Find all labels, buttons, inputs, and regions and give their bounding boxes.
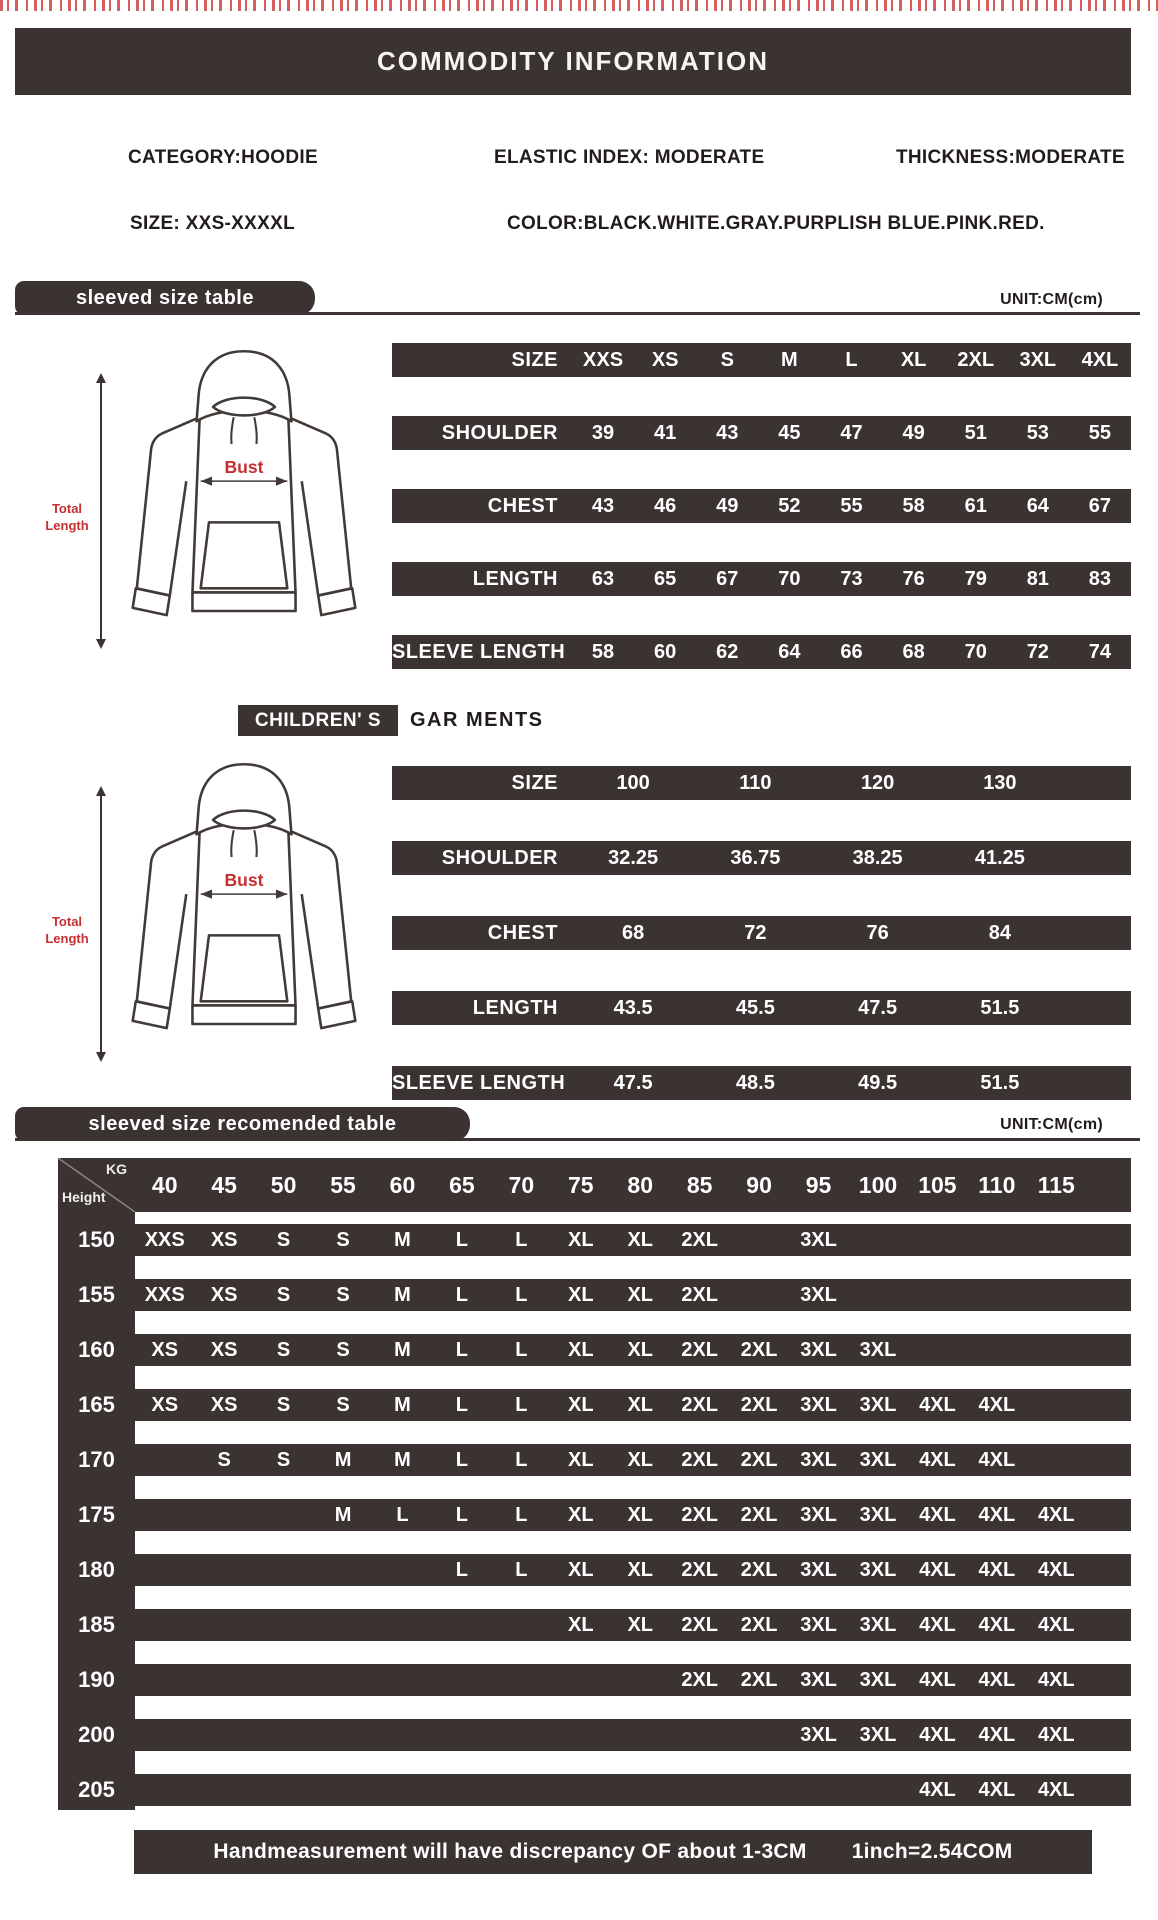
matrix-cell: M — [334, 1448, 352, 1471]
size-cell: 53 — [1026, 421, 1049, 444]
page-title: COMMODITY INFORMATION — [376, 46, 769, 76]
size-cell: L — [845, 348, 858, 371]
matrix-cell: XL — [627, 1503, 653, 1526]
matrix-cell: S — [336, 1283, 350, 1306]
matrix-row — [135, 1664, 1131, 1696]
matrix-cell: 4XL — [978, 1723, 1016, 1746]
matrix-cell: XL — [627, 1558, 653, 1581]
info-thickness: THICKNESS:MODERATE — [896, 147, 1125, 168]
height-label: 180 — [78, 1557, 115, 1582]
matrix-cell: M — [394, 1283, 411, 1306]
size-cell: 120 — [860, 771, 895, 794]
matrix-row — [135, 1499, 1131, 1531]
height-label: 155 — [78, 1282, 115, 1307]
matrix-cell: L — [455, 1558, 469, 1581]
size-cell: 2XL — [957, 348, 995, 371]
matrix-cell: 2XL — [681, 1558, 718, 1581]
matrix-rows — [135, 1224, 1131, 1829]
size-cell: 73 — [840, 567, 863, 590]
size-cell: 72 — [1026, 640, 1049, 663]
size-cell: 76 — [866, 921, 889, 944]
size-cell: 84 — [988, 921, 1011, 944]
height-label: 170 — [78, 1447, 115, 1472]
matrix-cell: 4XL — [919, 1613, 956, 1636]
matrix-cell: XL — [568, 1338, 594, 1361]
matrix-cell: L — [515, 1283, 528, 1306]
matrix-cell: M — [394, 1393, 411, 1416]
corner-kg-label: KG — [106, 1161, 127, 1177]
size-cell: 48.5 — [735, 1071, 775, 1094]
size-cell: 64 — [1026, 494, 1049, 517]
size-cell: 43 — [591, 494, 615, 517]
size-cell: S — [720, 348, 734, 371]
weight-header-cell: 105 — [918, 1171, 957, 1198]
matrix-cell: XS — [210, 1393, 238, 1416]
weight-header-cell: 55 — [330, 1171, 356, 1198]
size-cell: 58 — [591, 640, 615, 663]
matrix-cell: XL — [627, 1338, 653, 1361]
matrix-cell: XS — [151, 1338, 179, 1361]
weight-header-cell: 110 — [978, 1171, 1016, 1198]
matrix-cell: 2XL — [681, 1283, 718, 1306]
size-cell: M — [781, 348, 798, 371]
matrix-cell: S — [276, 1228, 291, 1251]
matrix-cell: 2XL — [681, 1338, 718, 1361]
tab-sleeved-size-table: sleeved size table — [15, 281, 315, 315]
matrix-cell: 4XL — [978, 1668, 1016, 1691]
matrix-cell: L — [455, 1503, 469, 1526]
matrix-cell: 3XL — [800, 1558, 837, 1581]
matrix-cell: XXS — [144, 1228, 185, 1251]
matrix-cell: XL — [568, 1228, 594, 1251]
unit-label: UNIT:CM(cm) — [1000, 1116, 1103, 1133]
matrix-cell: 2XL — [740, 1393, 778, 1416]
matrix-cell: 3XL — [800, 1338, 837, 1361]
matrix-cell: L — [515, 1503, 528, 1526]
matrix-cell: 3XL — [800, 1503, 837, 1526]
matrix-cell: M — [394, 1448, 411, 1471]
matrix-cell: 3XL — [800, 1393, 837, 1416]
size-cell: 41.25 — [974, 846, 1025, 869]
bust-label: Bust — [224, 456, 264, 477]
matrix-cell: 3XL — [800, 1283, 837, 1306]
matrix-cell: XL — [568, 1283, 594, 1306]
size-row — [392, 916, 1131, 950]
row-label: SHOULDER — [441, 846, 558, 869]
matrix-cell: S — [276, 1283, 291, 1306]
height-label: 165 — [78, 1392, 115, 1417]
matrix-cell: 3XL — [800, 1723, 837, 1746]
matrix-cell: 3XL — [859, 1613, 897, 1636]
matrix-cell: 2XL — [681, 1503, 718, 1526]
size-cell: 64 — [778, 640, 801, 663]
matrix-cell: XS — [210, 1338, 238, 1361]
matrix-cell: 4XL — [919, 1448, 956, 1471]
bust-label: Bust — [224, 869, 264, 890]
matrix-cell: XL — [627, 1613, 653, 1636]
matrix-cell: XL — [627, 1283, 653, 1306]
matrix-cell: XL — [568, 1393, 594, 1416]
matrix-cell: 4XL — [919, 1558, 956, 1581]
matrix-cell: 2XL — [740, 1503, 778, 1526]
size-row — [392, 416, 1131, 450]
size-cell: 51 — [964, 421, 987, 444]
matrix-cell: L — [515, 1448, 528, 1471]
row-label: LENGTH — [472, 996, 558, 1019]
matrix-cell: 2XL — [681, 1393, 718, 1416]
matrix-cell: 2XL — [740, 1338, 778, 1361]
size-cell: 47.5 — [613, 1071, 653, 1094]
hoodie-outline — [110, 345, 378, 675]
weight-header-cell: 65 — [449, 1171, 475, 1198]
unit-label: UNIT:CM(cm) — [1000, 291, 1103, 308]
matrix-cell: 4XL — [1037, 1558, 1075, 1581]
recommend-matrix — [58, 1158, 1131, 1818]
matrix-cell: L — [515, 1338, 528, 1361]
matrix-row — [135, 1554, 1131, 1586]
matrix-cell: S — [276, 1338, 291, 1361]
height-label: 190 — [78, 1667, 115, 1692]
size-cell: 49 — [716, 494, 739, 517]
size-cell: 76 — [902, 567, 925, 590]
info-color-options: COLOR:BLACK.WHITE.GRAY.PURPLISH BLUE.PINK.RED. — [507, 213, 1045, 234]
matrix-cell: M — [394, 1228, 411, 1251]
matrix-cell: 3XL — [859, 1668, 897, 1691]
height-label: 160 — [78, 1337, 115, 1362]
size-cell: 49.5 — [858, 1071, 898, 1094]
matrix-cell: S — [276, 1448, 291, 1471]
info-elastic-index: ELASTIC INDEX: MODERATE — [494, 147, 765, 168]
matrix-cell: 2XL — [681, 1668, 718, 1691]
size-cell: 67 — [716, 567, 739, 590]
size-cell: 47 — [840, 421, 863, 444]
size-cell: 66 — [840, 640, 863, 663]
row-label: SHOULDER — [441, 421, 558, 444]
size-cell: 45 — [778, 421, 801, 444]
matrix-cell: XL — [568, 1613, 594, 1636]
matrix-cell: XS — [210, 1283, 238, 1306]
height-label: 175 — [78, 1502, 115, 1527]
matrix-cell: 4XL — [978, 1778, 1016, 1801]
matrix-cell: 4XL — [978, 1613, 1016, 1636]
row-values — [572, 422, 1131, 445]
size-cell: 38.25 — [852, 846, 903, 869]
matrix-cell: 3XL — [859, 1558, 897, 1581]
matrix-cell: XXS — [144, 1283, 185, 1306]
height-label: 200 — [78, 1722, 115, 1747]
size-cell: 68 — [902, 640, 925, 663]
size-cell: 32.25 — [608, 846, 659, 869]
row-values — [572, 349, 1131, 372]
weight-header-cell: 40 — [151, 1171, 178, 1198]
total-length-arrow-icon — [94, 373, 108, 649]
top-red-strip — [0, 0, 1158, 11]
size-row — [392, 841, 1131, 875]
size-cell: 72 — [744, 921, 767, 944]
matrix-cell: L — [396, 1503, 409, 1526]
matrix-cell: 4XL — [978, 1448, 1016, 1471]
matrix-cell: 2XL — [681, 1228, 718, 1251]
size-cell: 62 — [716, 640, 739, 663]
size-cell: XS — [651, 348, 679, 371]
matrix-row — [135, 1719, 1131, 1751]
size-cell: 45.5 — [735, 996, 775, 1019]
row-values — [572, 847, 1131, 870]
title-bar — [15, 28, 1131, 95]
matrix-cell: S — [336, 1228, 350, 1251]
size-cell: 4XL — [1081, 348, 1119, 371]
row-values — [572, 922, 1131, 945]
size-cell: 70 — [778, 567, 801, 590]
size-cell: 130 — [983, 771, 1017, 794]
size-cell: 110 — [739, 771, 772, 794]
row-label: SIZE — [511, 771, 558, 794]
matrix-cell: XS — [151, 1393, 179, 1416]
weight-header-cell: 115 — [1037, 1171, 1075, 1198]
matrix-cell: 4XL — [1037, 1668, 1075, 1691]
size-row — [392, 343, 1131, 377]
matrix-cell: 2XL — [740, 1448, 778, 1471]
matrix-cell: 2XL — [681, 1613, 718, 1636]
height-column — [58, 1158, 135, 1810]
matrix-cell: L — [455, 1338, 469, 1361]
matrix-cell: 3XL — [859, 1723, 897, 1746]
matrix-cell: S — [336, 1393, 350, 1416]
size-cell: 49 — [902, 421, 925, 444]
matrix-cell: 3XL — [800, 1228, 837, 1251]
weight-header-cell: 90 — [746, 1171, 772, 1198]
tab-recommended-size-table: sleeved size recomended table — [15, 1107, 470, 1141]
matrix-row — [135, 1444, 1131, 1476]
matrix-cell: M — [334, 1503, 352, 1526]
hoodie-diagram-children — [36, 758, 381, 1090]
size-cell: 100 — [616, 771, 650, 794]
size-cell: 83 — [1088, 567, 1112, 590]
matrix-cell: L — [515, 1228, 528, 1251]
weight-header-cell: 95 — [805, 1171, 832, 1198]
row-label: CHEST — [487, 921, 558, 944]
matrix-cell: 3XL — [859, 1448, 897, 1471]
matrix-cell: 2XL — [740, 1613, 778, 1636]
size-row — [392, 489, 1131, 523]
matrix-row — [135, 1224, 1131, 1256]
size-cell: 3XL — [1019, 348, 1057, 371]
size-cell: 39 — [591, 421, 615, 444]
footer-note: Handmeasurement will have discrepancy OF about 1-3CM — [213, 1840, 807, 1863]
matrix-cell: 4XL — [978, 1558, 1016, 1581]
size-cell: 81 — [1026, 567, 1049, 590]
matrix-cell: S — [217, 1448, 231, 1471]
children-size-table — [392, 766, 1131, 1141]
matrix-cell: 3XL — [859, 1338, 897, 1361]
matrix-cell: 4XL — [978, 1503, 1016, 1526]
row-values — [572, 495, 1131, 518]
matrix-cell: 3XL — [800, 1668, 837, 1691]
matrix-cell: S — [336, 1338, 350, 1361]
size-cell: 52 — [778, 494, 801, 517]
size-cell: 74 — [1088, 640, 1112, 663]
weight-header-cell: 45 — [211, 1171, 237, 1198]
matrix-cell: M — [394, 1338, 411, 1361]
height-label: 205 — [78, 1777, 115, 1802]
info-category: CATEGORY:HOODIE — [128, 147, 318, 168]
matrix-row — [135, 1334, 1131, 1366]
corner-height-label: Height — [62, 1189, 106, 1205]
weight-header-cell: 80 — [627, 1171, 654, 1198]
size-row — [392, 766, 1131, 800]
size-cell: 68 — [622, 921, 645, 944]
row-values — [572, 1072, 1131, 1095]
size-cell: 63 — [591, 567, 615, 590]
size-row — [392, 635, 1131, 669]
row-label: CHEST — [487, 494, 558, 517]
size-row — [392, 562, 1131, 596]
weight-header-cell: 60 — [389, 1171, 416, 1198]
matrix-row — [135, 1609, 1131, 1641]
matrix-cell: L — [455, 1228, 469, 1251]
row-values — [572, 772, 1131, 795]
weight-header-cell: 85 — [686, 1171, 713, 1198]
size-cell: 43.5 — [613, 996, 653, 1019]
size-cell: 51.5 — [980, 996, 1020, 1019]
matrix-cell: XL — [568, 1503, 594, 1526]
row-label: SIZE — [511, 348, 558, 371]
height-label: 185 — [78, 1612, 115, 1637]
size-cell: XL — [900, 348, 927, 371]
matrix-cell: L — [455, 1393, 469, 1416]
matrix-cell: 4XL — [1037, 1613, 1075, 1636]
matrix-cell: L — [455, 1448, 469, 1471]
size-cell: 60 — [654, 640, 677, 663]
total-length-label: Total Length — [45, 914, 89, 946]
matrix-row — [135, 1774, 1131, 1806]
size-cell: 46 — [654, 494, 677, 517]
matrix-cell: XL — [627, 1448, 653, 1471]
matrix-cell: 4XL — [919, 1393, 956, 1416]
size-cell: 58 — [902, 494, 925, 517]
matrix-cell: XL — [627, 1228, 653, 1251]
size-cell: 70 — [964, 640, 987, 663]
matrix-cell: 2XL — [740, 1558, 778, 1581]
total-length-arrow-icon — [94, 786, 108, 1062]
matrix-cell: L — [515, 1558, 528, 1581]
row-label: SLEEVE LENGTH — [392, 1071, 566, 1094]
matrix-cell: 2XL — [681, 1448, 718, 1471]
matrix-cell: XL — [568, 1448, 594, 1471]
matrix-cell: 4XL — [1037, 1723, 1075, 1746]
size-cell: 41 — [654, 421, 677, 444]
size-cell: 61 — [964, 494, 987, 517]
size-cell: 55 — [840, 494, 863, 517]
matrix-row — [135, 1389, 1131, 1421]
matrix-cell: L — [455, 1283, 469, 1306]
info-size-range: SIZE: XXS-XXXXL — [130, 213, 295, 234]
row-values — [572, 568, 1131, 591]
row-values — [572, 997, 1131, 1020]
size-cell: 36.75 — [730, 846, 781, 869]
hoodie-outline — [110, 758, 378, 1088]
size-cell: 79 — [964, 567, 987, 590]
matrix-cell: 3XL — [800, 1613, 837, 1636]
matrix-cell: XL — [568, 1558, 594, 1581]
matrix-cell: 4XL — [1037, 1503, 1075, 1526]
matrix-cell: 4XL — [919, 1778, 956, 1801]
matrix-cell: L — [515, 1393, 528, 1416]
total-length-label: Total Length — [45, 501, 89, 533]
weight-header-cell: 100 — [858, 1171, 898, 1198]
children-garments-suffix: GAR MENTS — [410, 709, 544, 731]
weight-header-row — [135, 1158, 1131, 1212]
size-cell: XXS — [583, 348, 624, 371]
matrix-cell: XS — [210, 1228, 238, 1251]
size-row — [392, 1066, 1131, 1100]
row-values — [572, 641, 1131, 664]
row-label: SLEEVE LENGTH — [392, 640, 566, 663]
matrix-cell: 4XL — [919, 1503, 956, 1526]
matrix-cell: 3XL — [859, 1393, 897, 1416]
size-cell: 43 — [716, 421, 739, 444]
matrix-cell: 4XL — [1037, 1778, 1075, 1801]
footer-note-bar — [134, 1830, 1092, 1874]
weight-header-cell: 75 — [567, 1171, 594, 1198]
matrix-cell: 2XL — [740, 1668, 778, 1691]
size-cell: 51.5 — [980, 1071, 1020, 1094]
size-cell: 65 — [654, 567, 677, 590]
size-cell: 55 — [1088, 421, 1112, 444]
matrix-row — [135, 1279, 1131, 1311]
adult-size-table — [392, 343, 1131, 708]
matrix-cell: 3XL — [859, 1503, 897, 1526]
matrix-cell: 4XL — [919, 1723, 956, 1746]
matrix-cell: 4XL — [978, 1393, 1016, 1416]
matrix-cell: 4XL — [919, 1668, 956, 1691]
row-label: LENGTH — [472, 567, 558, 590]
matrix-cell: XL — [627, 1393, 653, 1416]
matrix-cell: 3XL — [800, 1448, 837, 1471]
size-cell: 67 — [1088, 494, 1112, 517]
children-garments-badge: CHILDREN' S — [238, 705, 398, 736]
size-cell: 47.5 — [858, 996, 898, 1019]
height-label: 150 — [78, 1227, 115, 1252]
weight-header-cell: 70 — [508, 1171, 535, 1198]
footer-conversion: 1inch=2.54COM — [851, 1840, 1013, 1863]
hoodie-diagram-adult — [36, 345, 381, 677]
weight-header-cell: 50 — [270, 1171, 297, 1198]
size-row — [392, 991, 1131, 1025]
matrix-cell: S — [276, 1393, 291, 1416]
